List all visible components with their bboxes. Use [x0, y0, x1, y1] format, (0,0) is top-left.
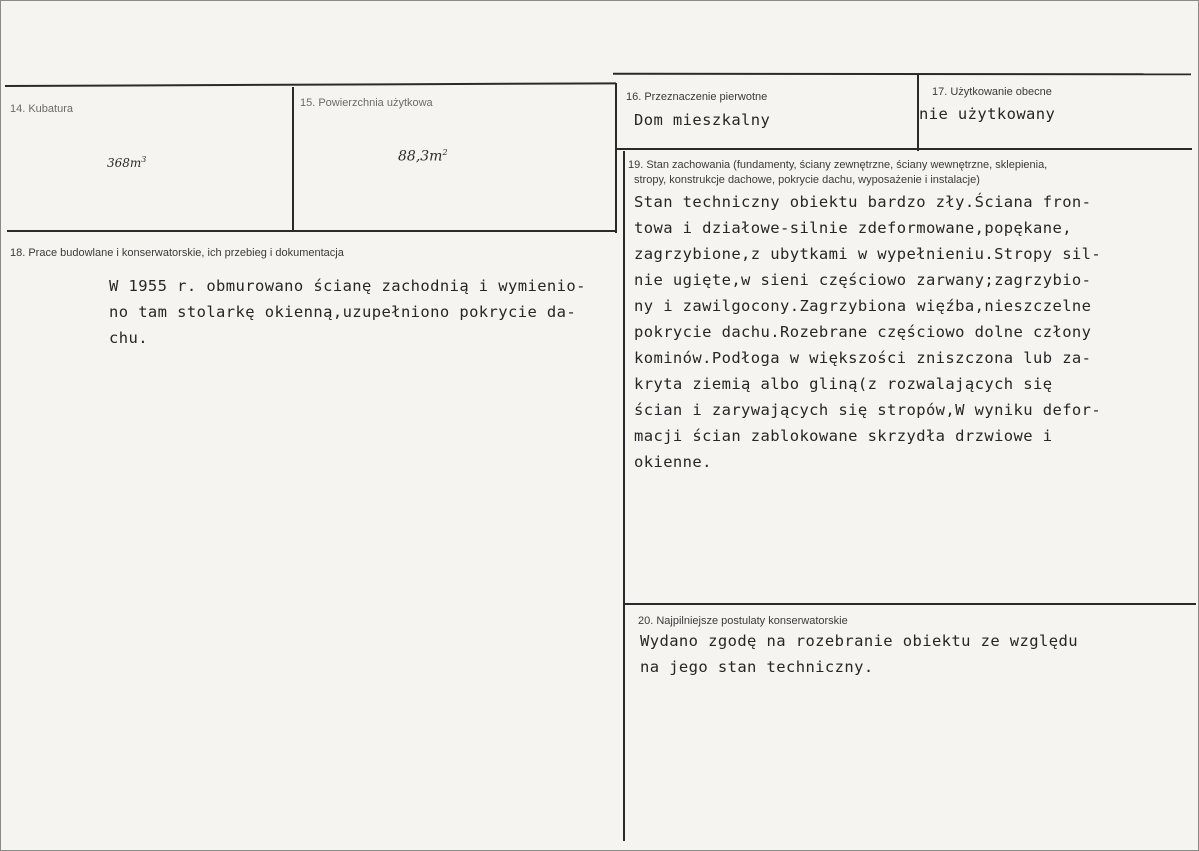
- section-20-top-rule: [623, 603, 1196, 605]
- field-19-label-line-2: stropy, konstrukcje dachowe, pokrycie dachu, wyposażenie i instalacje): [634, 174, 980, 186]
- field-15-label: 15. Powierzchnia użytkowa: [300, 97, 433, 109]
- field-14-value: [107, 155, 146, 170]
- vertical-divider-14-15: [292, 87, 294, 231]
- field-19-label-line-1: 19. Stan zachowania (fundamenty, ściany zewnętrzne, ściany wewnętrzne, sklepienia,: [628, 159, 1048, 171]
- field-15-value: [398, 148, 448, 165]
- field-14-unit: m: [129, 156, 142, 170]
- field-18-line: no tam stolarkę okienną,uzupełniono pokrycie da-: [109, 303, 577, 321]
- field-19-line: kominów.Podłoga w większości zniszczona lub za-: [634, 349, 1092, 367]
- field-19-line: kryta ziemią albo gliną(z rozwalających się: [634, 375, 1053, 393]
- top-rule-right: [613, 73, 1191, 76]
- field-18-text: [109, 273, 586, 351]
- field-16-label: 16. Przeznaczenie pierwotne: [626, 91, 768, 103]
- section-18-top-rule: [7, 230, 617, 232]
- field-18-line: chu.: [109, 329, 148, 347]
- field-19-line: towa i działowe-silnie zdeformowane,popękane,: [634, 219, 1072, 237]
- field-18-label: 18. Prace budowlane i konserwatorskie, ich przebieg i dokumentacja: [10, 247, 344, 259]
- field-14-number: 368: [107, 156, 130, 170]
- section-19-top-rule: [617, 148, 1192, 150]
- field-19-text: [634, 189, 1101, 475]
- field-20-line: na jego stan techniczny.: [640, 658, 874, 676]
- field-19-line: zagrzybione,z ubytkami w wypełnieniu.Stropy sil-: [634, 245, 1102, 263]
- top-rule: [5, 82, 616, 87]
- field-14-exponent: 3: [141, 155, 147, 164]
- field-19-line: macji ścian zablokowane skrzydła drzwiowe i: [634, 427, 1053, 445]
- field-20-text: [640, 628, 1078, 680]
- field-17-label: 17. Użytkowanie obecne: [932, 86, 1052, 98]
- field-19-line: pokrycie dachu.Rozebrane częściowo dolne człony: [634, 323, 1092, 341]
- field-18-line: W 1955 r. obmurowano ścianę zachodnią i wymienio-: [109, 277, 586, 295]
- field-16-value: Dom mieszkalny: [634, 111, 771, 129]
- field-15-number: 88,3: [398, 148, 430, 165]
- field-19-line: ny i zawilgocony.Zagrzybiona więźba,nieszczelne: [634, 297, 1092, 315]
- main-vertical-divider: [615, 83, 617, 233]
- field-20-line: Wydano zgodę na rozebranie obiektu ze względu: [640, 632, 1078, 650]
- field-17-value: nie użytkowany: [919, 105, 1056, 123]
- field-15-unit: m: [429, 148, 443, 165]
- field-14-label: 14. Kubatura: [10, 103, 73, 115]
- field-19-line: Stan techniczny obiektu bardzo zły.Ściana fron-: [634, 193, 1092, 211]
- field-19-line: ścian i zarywających się stropów,W wyniku defor-: [634, 401, 1102, 419]
- field-15-exponent: 2: [442, 148, 448, 157]
- field-19-line: nie ugięte,w sieni częściowo zarwany;zagrzybio-: [634, 271, 1092, 289]
- field-19-line: okienne.: [634, 453, 712, 471]
- field-20-label: 20. Najpilniejsze postulaty konserwatorskie: [638, 615, 848, 627]
- main-vertical-divider-lower: [623, 151, 625, 841]
